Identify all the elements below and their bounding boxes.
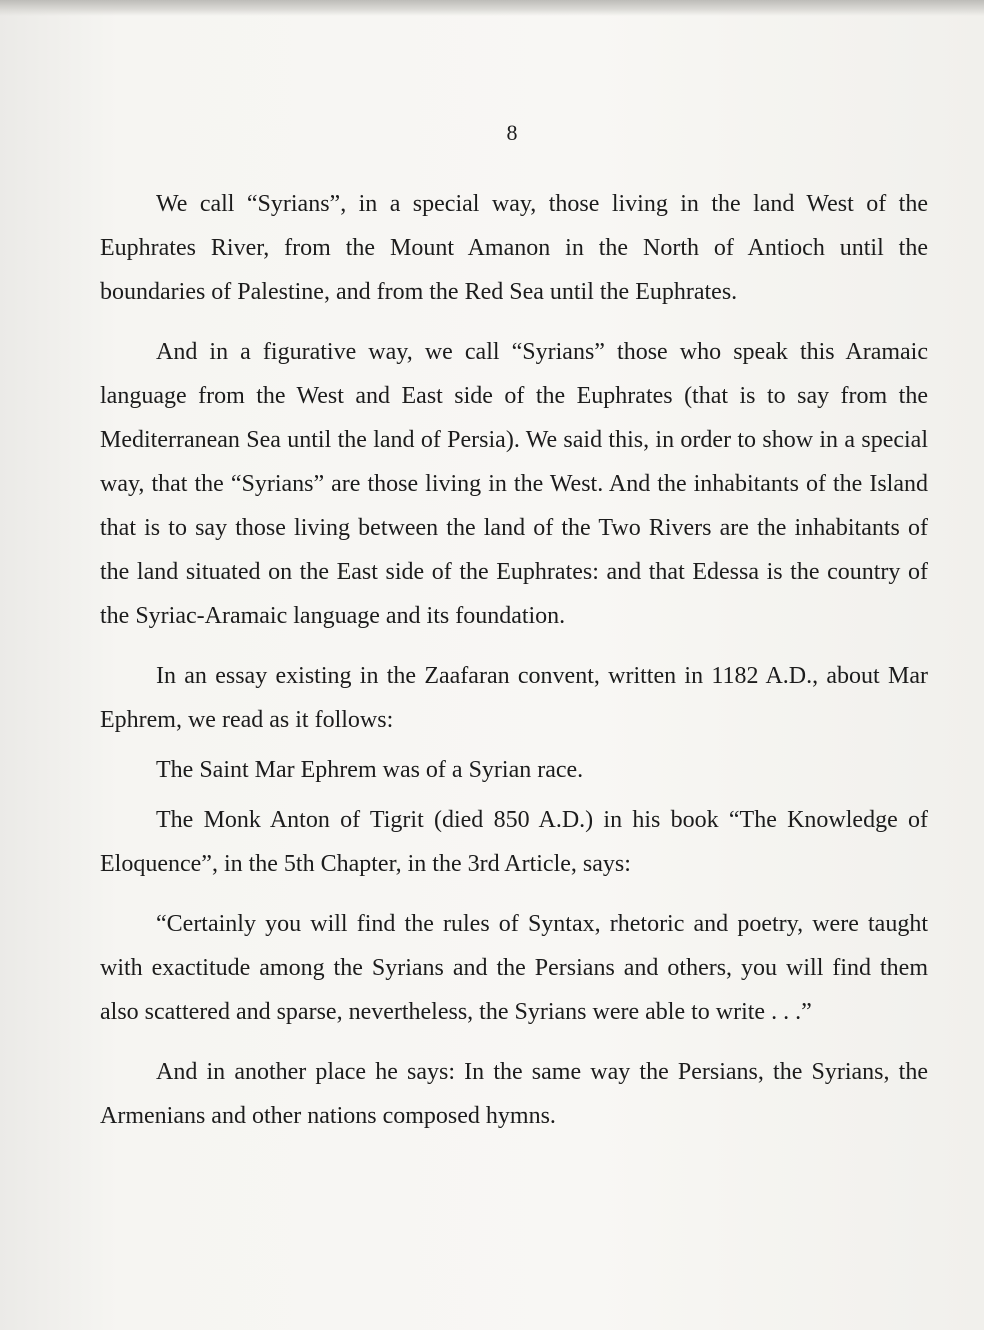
paragraph-mar-ephrem-quote: The Saint Mar Ephrem was of a Syrian race. (156, 757, 584, 783)
page-number: 8 (506, 120, 518, 145)
paragraph-syrians-special: We call “Syrians”, in a special way, those living in the land West of the Euphrates River, from the Mount Amanon in the North of Antioch until the boundaries of Palestine, and from the Red Sea until the Euphrates. (100, 191, 928, 305)
body-text (100, 182, 928, 1154)
paragraph-syrians-figurative: And in a figurative way, we call “Syrians” those who speak this Aramaic language from the West and East side of the Euphrates (that is to say from the Mediterranean Sea until the land of Persia). We said this, in order to show in a special way, that the “Syrians” are those living in the West. And the inhabitants of the Island that is to say those living between the land of the Two Rivers are the inhabitants of the land situated on the East side of the Euphrates: and that Edessa is the country of the Syriac-Aramaic language and its foundation. (100, 339, 928, 629)
paragraph-hymns: And in another place he says: In the same way the Persians, the Syrians, the Armenians and other nations composed hymns. (100, 1059, 928, 1129)
paragraph-zaafaran-essay: In an essay existing in the Zaafaran convent, written in 1182 A.D., about Mar Ephrem, we read as it follows: (100, 663, 928, 733)
page-top-edge (0, 0, 984, 16)
paragraph-monk-anton: The Monk Anton of Tigrit (died 850 A.D.) in his book “The Knowledge of Eloquence”, in the 5th Chapter, in the 3rd Article, says: (100, 807, 928, 877)
paragraph-syntax-quote: “Certainly you will find the rules of Syntax, rhetoric and poetry, were taught with exactitude among the Syrians and the Persians and others, you will find them also scattered and sparse, nevertheless, the Syrians were able to write . . .” (100, 911, 928, 1025)
